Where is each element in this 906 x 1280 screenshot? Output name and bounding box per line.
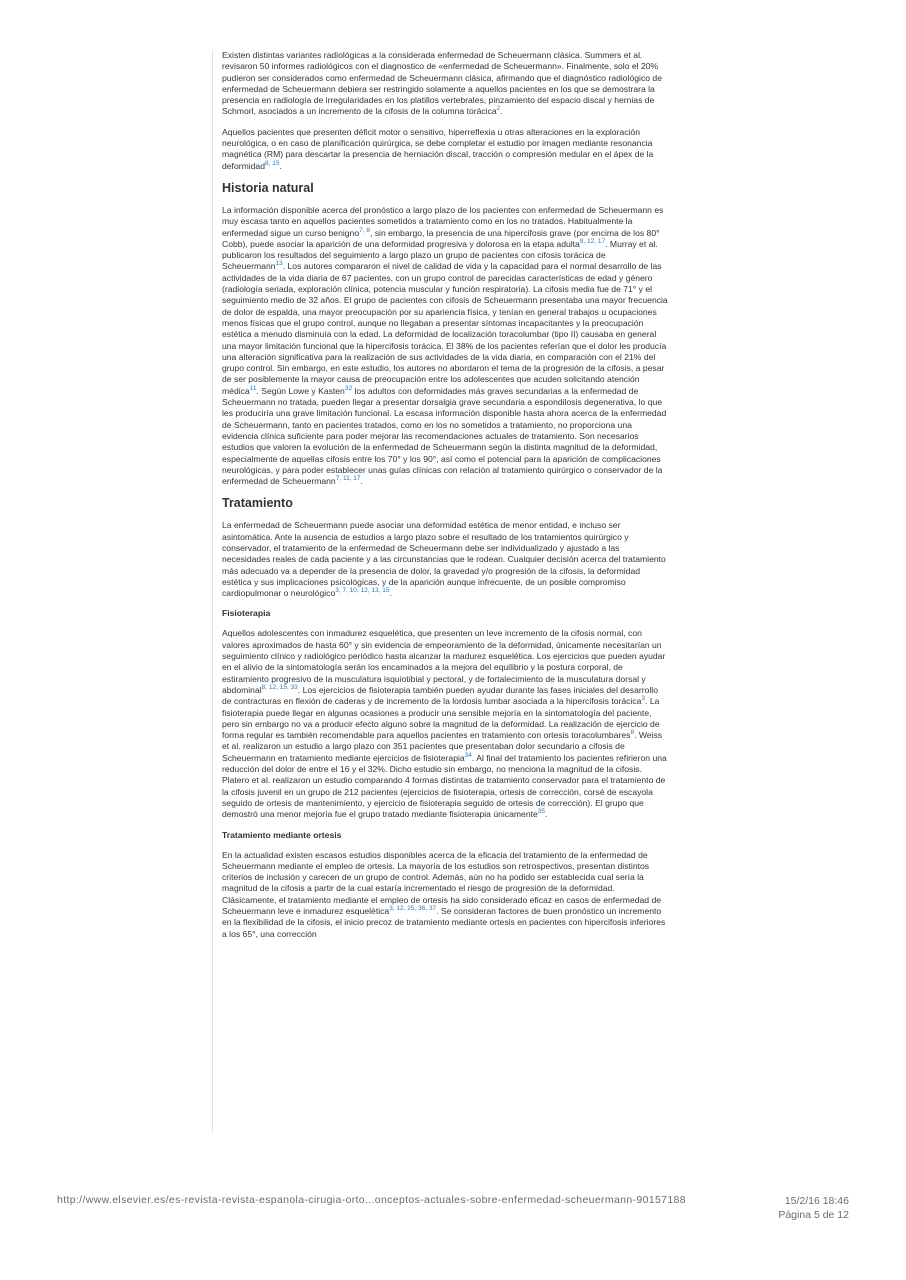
footer-page-number: Página 5 de 12 [778, 1209, 849, 1221]
reference-link[interactable]: 34 [464, 751, 472, 759]
reference-link[interactable]: 7, 8 [359, 226, 370, 234]
reference-link[interactable]: 13 [275, 260, 283, 268]
reference-link[interactable]: 11 [249, 384, 257, 392]
article-column [212, 50, 670, 1132]
paragraph-tratamiento: La enfermedad de Scheuermann puede asociar una deformidad estética de menor entidad, e incluso ser asintomática. Ante la ausencia de estudios a largo plazo sobre el resultado de los tratamientos quirúrgico y conservador, el tratamiento de la enfermedad de Scheuermann debe ser individualizado y ajustado a las necesidades reales de cada paciente y a las circunstancias que le rodean. Cualquier decisión acerca del tratamiento más adecuado va a depender de la presencia de dolor, la gravedad y/o progresión de la cifosis, la deformidad estética y sus implicaciones psicológicas, y de la aparición aunque infrecuente, de un posible compromiso cardiopulmonar o neurológico$^{3, 7, 10, 12, 13, 15}$. [222, 520, 666, 599]
footer-date-page [778, 1194, 849, 1222]
section-heading-tratamiento: Tratamiento [222, 496, 293, 511]
paragraph-historia-natural: La información disponible acerca del pronóstico a largo plazo de los pacientes con enfermedad de Scheuermann es muy escasa tanto en aquellos pacientes sometidos a tratamiento como en los no tratados. Habitualmente la enfermedad sigue un curso benigno$^{7, 8}$, sin embargo, la presencia de una hipercifosis grave (por encima de los 80° Cobb), puede asociar la aparición de una deformidad progresiva y dolorosa en la etapa adulta$^{8, 12, 17}$. Murray et al. publicaron los resultados del seguimiento a largo plazo un grupo de pacientes con cifosis torácica de Scheuermann$^{13}$. Los autores compararon el nivel de calidad de vida y la capacidad para el normal desarrollo de las actividades de la vida diaria de 67 pacientes, con un grupo control de parecidas características de edad y género (radiología seriada, exploración clínica, potencia muscular y función respiratoria). La cifosis media fue de 71° y el seguimiento medio de 32 años. El grupo de pacientes con cifosis de Scheuermann presentaba una mayor frecuencia de dolor de espalda, una mayor preocupación por su apariencia física, y tenían en general trabajos u ocupaciones menos físicas que el grupo control, aunque no llegaban a presentar síntomas incapacitantes y la preocupación estética a menudo disminuía con la edad. La deformidad de localización toracolumbar (tipo II) causaba en general una mayor limitación funcional que la hipercifosis torácica. El 38% de los pacientes referían que el dolor les producía una alteración significativa para la realización de sus actividades de la vida diaria, en comparación con el 21% del grupo control. Sin embargo, en este estudio, los autores no abordaron el tema de la progresión de la cifosis, a pesar de ser posiblemente la mayor causa de preocupación entre los adolescentes que acuden solicitando atención médica$^{11}$. Según Lowe y Kasten$^{32}$ los adultos con deformidades más graves secundarias a la enfermedad de Scheuermann no tratada, pueden llegar a presentar dorsalgia grave secundaria a espondilosis degenerativa, lo que les produciría una grave limitación funcional. La escasa información disponible hasta ahora acerca de la enfermedad de Scheuermann, tanto en pacientes tratados, como en los no sometidos a tratamiento, no proporciona una evidencia clínica suficiente para poder mejorar las recomendaciones actuales de tratamiento. Son necesarios estudios que valoren la evolución de la enfermedad de Scheuermann según la distinta magnitud de la deformidad, especialmente de aquellas cifosis entre los 70° y los 90°, así como el potencial para la aparición de complicaciones neurológicas, y para poder establecer unas guías clínicas con relación al tratamiento quirúrgico o conservador de la enfermedad de Scheuermann$^{7, 11, 17}$. [222, 204, 668, 487]
reference-link[interactable]: 3, 7, 10, 12, 13, 15 [335, 587, 390, 595]
subsection-heading-ortesis: Tratamiento mediante ortesis [222, 829, 342, 840]
paragraph-fisioterapia: Aquellos adolescentes con inmadurez esquelética, que presenten un leve incremento de la cifosis normal, con valores aproximados de hasta 60° y sin evidencia de empeoramiento de la deformidad, únicamente necesitarían un seguimiento clínico y radiológico periódico hasta alcanzar la madurez esquelética. Los ejercicios que pueden ayudar en el alivio de la sintomatología serán los encaminados a la mejora del equilibrio y la postura corporal, de estiramiento progresivo de la musculatura isquiotibial y pectoral, y de fortalecimiento de la musculatura dorsal y abdominal$^{8, 12, 15, 33}$. Los ejercicios de fisioterapia también pueden ayudar durante las fases iniciales del desarrollo de contracturas en flexión de caderas y de incremento de la lordosis lumbar asociada a la hipercifosis torácica$^3$. La fisioterapia puede llegar en algunas ocasiones a producir una sensible mejoría en la sintomatología del paciente, pero sin embargo no va a producir efecto alguno sobre la magnitud de la deformidad. La realización de ejercicio de forma regular es también recomendable para aquellos pacientes en tratamiento con ortesis toracolumbares$^8$. Weiss et al. realizaron un estudio a largo plazo con 351 pacientes que presentaban dolor secundario a cifosis de Scheuermann en tratamiento mediante ejercicios de fisioterapia$^{34}$. Al final del tratamiento los pacientes refirieron una reducción del dolor de entre el 16 y el 32%. Dicho estudio sin embargo, no menciona la magnitud de la cifosis. Platero et al. realizaron un estudio comparando 4 formas distintas de tratamiento conservador para el tratamiento de la cifosis juvenil en un grupo de 212 pacientes (ejercicios de fisioterapia, ortesis de corrección, corsé de escayola seguido de ortesis de mantenimiento, y ejercicio de fisioterapia seguido de ortesis de corrección). El grupo que demostró una menor mejoría fue el grupo tratado mediante fisioterapia únicamente$^{35}$. [222, 628, 667, 820]
article-body [222, 50, 670, 940]
reference-link[interactable]: 3 [641, 695, 646, 703]
reference-link[interactable]: 7, 11, 17 [335, 475, 361, 483]
reference-link[interactable]: 3, 12, 25, 36, 37 [389, 905, 437, 913]
reference-link[interactable]: 32 [344, 384, 353, 392]
reference-link[interactable]: 8, 12, 15, 33 [261, 684, 298, 692]
footer-datetime: 15/2/16 18:46 [784, 1195, 849, 1207]
reference-link[interactable]: 8, 12, 17 [579, 238, 606, 245]
paragraph-mri: Aquellos pacientes que presenten déficit motor o sensitivo, hiperreflexia u otras alteraciones en la exploración neurológica, o en caso de planificación quirúrgica, se debe completar el estudio por imagen mediante resonancia magnética (RM) para descartar la presencia de herniación discal, tracción o compresión medular en el ápex de la deformidad$^{8, 15}$. [222, 126, 654, 171]
section-heading-historia-natural: Historia natural [222, 180, 314, 195]
subsection-heading-fisioterapia: Fisioterapia [222, 608, 271, 619]
paragraph-radiologic-variants: Existen distintas variantes radiológicas a la considerada enfermedad de Scheuermann clásica. Summers et al. revisaron 50 informes radiológicos con el diagnostico de «enfermedad de Scheuermann». Finalmente, solo el 20% pudieron ser considerados como enfermedad de Scheuermann clásica, afirmando que el diagnóstico radiológico de enfermedad de Scheuermann debiera ser restringido solamente a aquellos pacientes en los que se demostrara la presencia en radiología de irregularidades en los platillos vertebrales, pinzamiento del espacio discal y hernias de Schmorl, asociados a un incremento de la cifosis de la columna torácica$^2$. [222, 50, 662, 117]
reference-link[interactable]: 8, 15 [265, 159, 280, 167]
footer-url: http://www.elsevier.es/es-revista-revista-espanola-cirugia-orto...onceptos-actuales-sobre-enfermedad-scheuermann-90157188 [57, 1194, 686, 1206]
reference-link[interactable]: 2 [496, 105, 501, 113]
paragraph-ortesis: En la actualidad existen escasos estudios disponibles acerca de la eficacia del tratamiento de la enfermedad de Scheuermann mediante el empleo de ortesis. La mayoría de los estudios son retrospectivos, presentan distintos criterios de inclusión y carecen de un grupo de control. Además, aún no ha podido ser establecida cual sería la magnitud de la cifosis a partir de la cual estaría incrementado el riesgo de progresión de la deformidad. Clásicamente, el tratamiento mediante el empleo de ortesis ha sido considerado eficaz en casos de enfermedad de Scheuermann leve e inmadurez esquelética$^{3, 12, 25, 36, 37}$. Se consideran factores de buen pronóstico un incremento en la flexibilidad de la cifosis, el inicio precoz de tratamiento mediante ortesis en pacientes con hipercifosis inferiores a los 65°, una corrección [222, 849, 666, 939]
reference-link[interactable]: 35 [537, 808, 545, 816]
reference-link[interactable]: 8 [630, 729, 635, 737]
